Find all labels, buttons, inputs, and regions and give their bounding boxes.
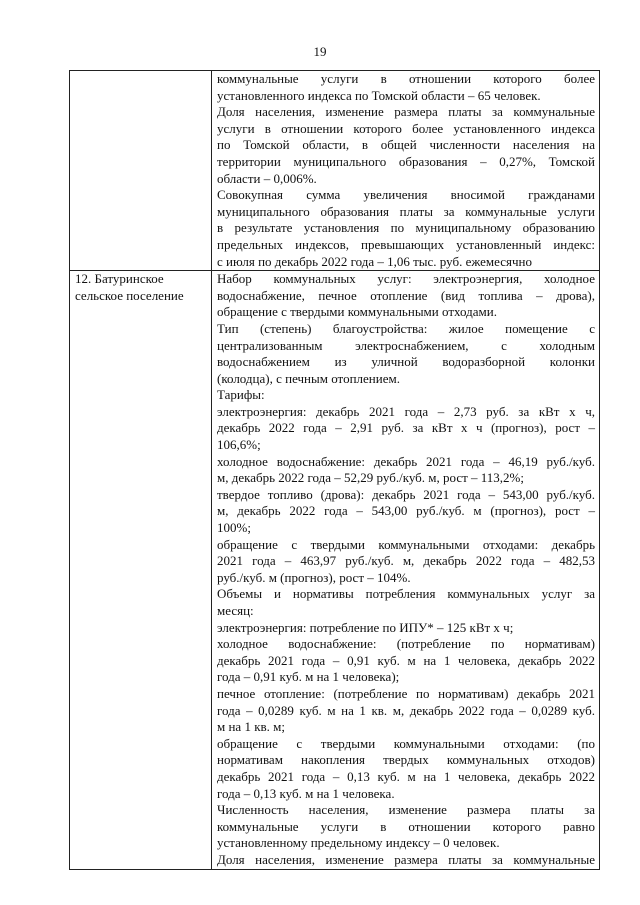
description-paragraph	[217, 802, 595, 852]
description-paragraph	[217, 686, 595, 736]
text-line: холодное водоснабжение: декабрь 2021 года – 46,19 руб./куб.	[217, 453, 595, 469]
text-line: года – 0,91 куб. м на 1 человека);	[217, 669, 400, 685]
description-cell	[212, 71, 600, 271]
description-paragraph	[217, 487, 595, 537]
text-line: руб./куб. м (прогноз), рост – 104%.	[217, 569, 411, 585]
text-line: декабрь 2022 года – 2,91 руб. за кВт х ч (прогноз), рост –	[217, 420, 595, 436]
text-line: в результате установления по муниципальному образованию	[217, 220, 595, 236]
settlement-name-line: 12. Батуринское	[75, 271, 164, 287]
text-line: обращение с твердыми коммунальными отходами: (по	[217, 735, 595, 751]
text-line: Тип (степень) благоустройства: жилое помещение с	[217, 320, 595, 336]
text-line: м, декабрь 2022 года – 543,00 руб./куб. м (прогноз), рост –	[217, 503, 595, 519]
table-row	[70, 271, 600, 869]
text-line: электроэнергия: декабрь 2021 года – 2,73 руб. за кВт х ч,	[217, 403, 595, 419]
text-line: установленному предельному индексу – 0 человек.	[217, 835, 500, 851]
description-paragraph	[217, 404, 595, 454]
text-line: по Томской области, в общей численности населения на	[217, 137, 595, 153]
text-line: твердое топливо (дрова): декабрь 2021 года – 543,00 руб./куб.	[217, 486, 595, 502]
description-paragraph	[217, 537, 595, 587]
text-line: Доля населения, изменение размера платы за коммунальные	[217, 104, 595, 120]
description-paragraph	[217, 852, 595, 869]
text-line: 106,6%;	[217, 437, 261, 453]
text-line: м, декабрь 2022 года – 52,29 руб./куб. м, рост – 113,2%;	[217, 470, 524, 486]
text-line: 2021 года – 463,97 руб./куб. м, декабрь 2022 года – 482,53	[217, 553, 595, 569]
text-line: холодное водоснабжение: (потребление по нормативам)	[217, 636, 595, 652]
description-paragraph	[217, 636, 595, 686]
text-line: м на 1 кв. м;	[217, 719, 285, 735]
text-line: коммунальные услуги в отношении которого более	[217, 71, 595, 86]
text-line: территории муниципального образования – 0,27%, Томской	[217, 153, 595, 169]
text-line: Набор коммунальных услуг: электроэнергия, холодное	[217, 271, 595, 287]
text-line: коммунальные услуги в отношении которого равно	[217, 818, 595, 834]
text-line: года – 0,13 куб. м на 1 человека.	[217, 785, 395, 801]
text-line: области – 0,006%.	[217, 170, 317, 186]
text-line: установленного индекса по Томской области – 65 человек.	[217, 87, 541, 103]
text-line: декабрь 2021 года – 0,13 куб. м на 1 человека, декабрь 2022	[217, 768, 595, 784]
text-line: декабрь 2021 года – 0,91 куб. м на 1 человека, декабрь 2022	[217, 652, 595, 668]
text-line: Численность населения, изменение размера платы за	[217, 802, 595, 818]
text-line: нормативам накопления твердых коммунальных отходов)	[217, 752, 595, 768]
settlement-name-line: сельское поселение	[75, 287, 184, 303]
description-paragraph	[217, 387, 595, 404]
text-line: (колодца), с печным отоплением.	[217, 370, 400, 386]
description-paragraph	[217, 271, 595, 321]
text-line: муниципального образования платы за коммунальные услуги	[217, 203, 595, 219]
description-paragraph	[217, 104, 595, 187]
text-line: централизованным электроснабжением, с холодным	[217, 337, 595, 353]
description-paragraph	[217, 736, 595, 802]
text-line: предельных индексов, превышающих установленный индекс:	[217, 236, 595, 252]
description-paragraph	[217, 321, 595, 387]
text-line: водоснабжением из уличной водоразборной колонки	[217, 354, 595, 370]
text-line: с июля по декабрь 2022 года – 1,06 тыс. руб. ежемесячно	[217, 253, 532, 269]
text-line: обращение с твердыми коммунальными отходами.	[217, 304, 497, 320]
table-row	[70, 71, 600, 271]
text-line: Тарифы:	[217, 387, 265, 403]
text-line: Совокупная сумма увеличения вносимой гражданами	[217, 187, 595, 203]
description-paragraph	[217, 187, 595, 270]
table-body	[70, 71, 600, 870]
page-number: 19	[313, 44, 327, 59]
text-line: водоснабжение, печное отопление (вид топлива – дрова),	[217, 287, 595, 303]
description-paragraph	[217, 620, 595, 637]
description-paragraph	[217, 586, 595, 619]
text-line: Объемы и нормативы потребления коммунальных услуг за	[217, 586, 595, 602]
description-cell	[212, 271, 600, 869]
settlement-name-cell	[70, 271, 212, 869]
text-line: Доля населения, изменение размера платы за коммунальные	[217, 851, 595, 867]
text-line: обращение с твердыми коммунальными отходами: декабрь	[217, 536, 595, 552]
settlement-name-cell	[70, 71, 212, 271]
description-paragraph	[217, 71, 595, 104]
text-line: электроэнергия: потребление по ИПУ* – 125 кВт х ч;	[217, 619, 514, 635]
text-line: 100%;	[217, 520, 251, 536]
text-line: года – 0,0289 куб. м на 1 кв. м, декабрь 2022 года – 0,0289 куб.	[217, 702, 595, 718]
description-paragraph	[217, 454, 595, 487]
text-line: услуги в отношении которого более установленного индекса	[217, 120, 595, 136]
text-line: месяц:	[217, 603, 254, 618]
text-line: печное отопление: (потребление по нормативам) декабрь 2021	[217, 685, 595, 701]
document-table	[69, 70, 600, 870]
